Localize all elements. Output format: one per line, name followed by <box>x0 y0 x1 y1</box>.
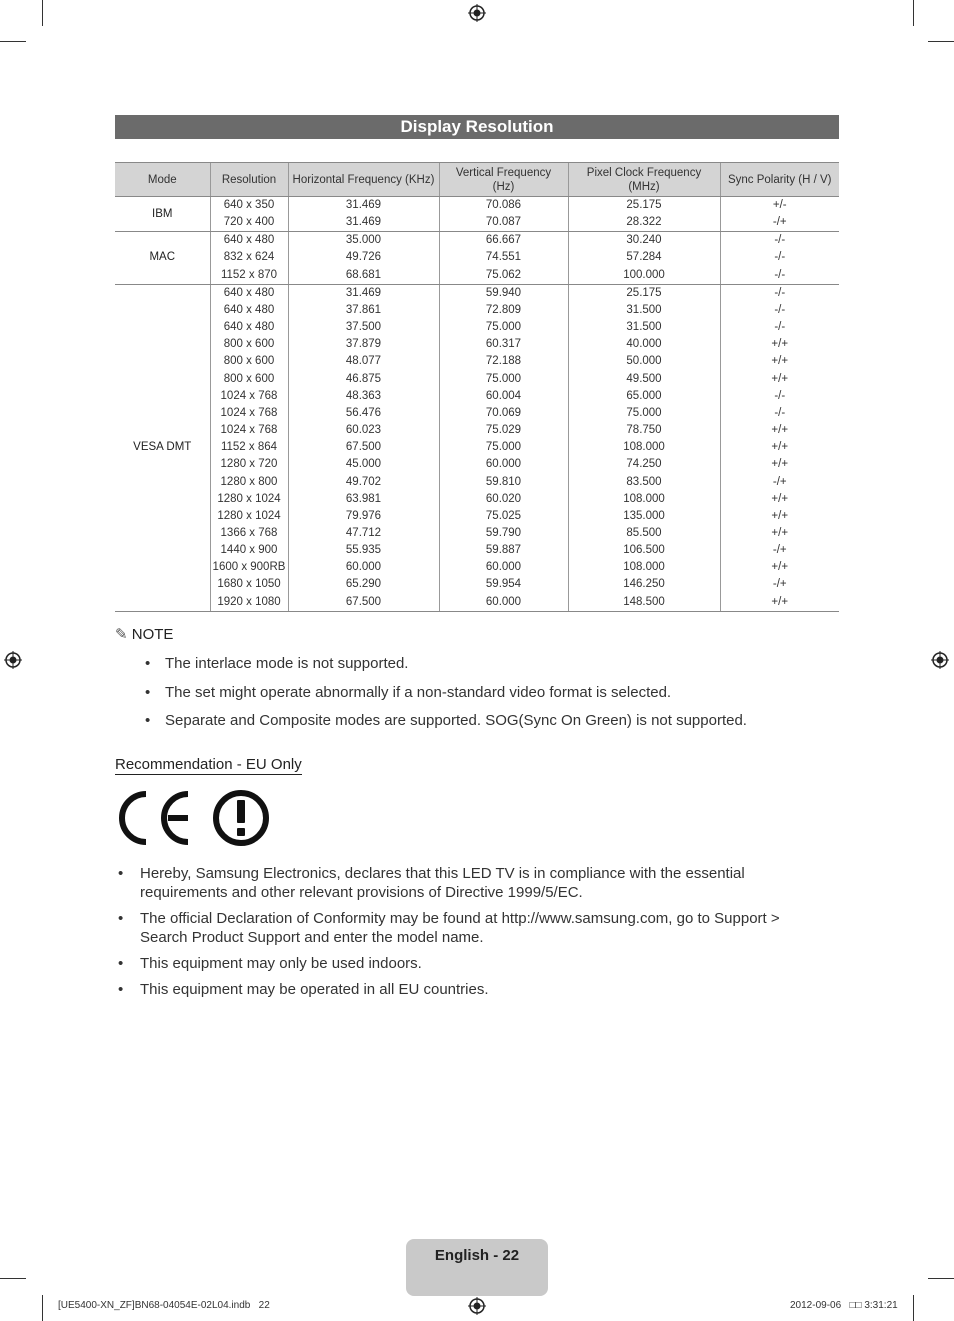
cell-value: 75.062 <box>485 268 522 281</box>
cell-value: 60.000 <box>485 561 522 574</box>
cell-value: 65.000 <box>626 389 662 402</box>
cell-value: 55.935 <box>345 544 382 557</box>
cell-value: 75.029 <box>485 424 522 437</box>
table-row <box>115 197 839 232</box>
cell-value: 59.940 <box>485 286 522 299</box>
cell-value: 30.240 <box>626 234 662 247</box>
cell-value: 49.500 <box>626 372 662 385</box>
ce-mark-icon <box>122 794 188 842</box>
list-item: • Hereby, Samsung Electronics, declares that this LED TV is in compliance with the essential requirements and other relevant provisions of Directive 1999/5/EC. <box>118 864 818 902</box>
column-header: Horizontal Frequency (KHz) <box>288 163 439 197</box>
page-number: English - 22 <box>406 1239 548 1296</box>
cell-value: 72.188 <box>485 355 522 368</box>
list-item: • Separate and Composite modes are supported. SOG(Sync On Green) is not supported. <box>145 712 845 741</box>
cell-value: 60.023 <box>345 424 382 437</box>
crop-mark <box>0 1278 26 1279</box>
cell-value: 148.500 <box>623 595 665 608</box>
cell-value: +/+ <box>771 595 789 608</box>
column-header: Pixel Clock Frequency (MHz) <box>568 163 720 197</box>
registration-mark-icon <box>468 4 486 22</box>
cell-value: 640 x 350 <box>223 199 275 211</box>
cell-value: +/+ <box>771 424 789 437</box>
cell-value: 85.500 <box>626 526 662 539</box>
cell-value: 1024 x 768 <box>220 424 278 437</box>
cell-value: 67.500 <box>345 595 382 608</box>
note-list <box>145 655 845 741</box>
display-resolution-table <box>115 162 839 612</box>
cell-value: 1024 x 768 <box>220 389 278 402</box>
cell-value: -/+ <box>772 544 787 557</box>
mode-cell: IBM <box>115 197 210 232</box>
value-cell <box>568 284 720 611</box>
mode-cell: VESA DMT <box>115 284 210 611</box>
cell-value: 74.551 <box>485 251 522 264</box>
cell-value: 31.500 <box>626 303 662 316</box>
cell-value: 1280 x 720 <box>220 458 278 471</box>
cell-value: 1152 x 864 <box>220 441 278 454</box>
cell-value: +/+ <box>771 355 789 368</box>
cell-value: 106.500 <box>623 544 665 557</box>
crop-mark <box>928 41 954 42</box>
crop-mark <box>0 41 26 42</box>
list-item: • This equipment may be operated in all EU countries. <box>118 980 818 999</box>
cell-value: -/- <box>774 321 786 334</box>
cell-value: 1024 x 768 <box>220 406 278 419</box>
cell-value: 75.000 <box>485 372 522 385</box>
cell-value: 57.284 <box>626 251 662 264</box>
crop-mark <box>913 1295 914 1321</box>
cell-value: 79.976 <box>345 509 382 522</box>
cell-value: 45.000 <box>345 458 382 471</box>
cell-value: +/+ <box>771 492 789 505</box>
table-header-row <box>115 163 839 197</box>
cell-value: 1366 x 768 <box>220 526 278 539</box>
value-cell <box>288 284 439 611</box>
cell-value: 1920 x 1080 <box>217 595 281 608</box>
cell-value: -/- <box>774 234 786 247</box>
cell-value: 800 x 600 <box>223 355 275 368</box>
cell-value: 640 x 480 <box>223 321 275 334</box>
cell-value: 1440 x 900 <box>220 544 278 557</box>
cell-value: 63.981 <box>345 492 382 505</box>
cell-value: 108.000 <box>623 441 665 454</box>
cell-value: -/+ <box>772 475 787 488</box>
table-row <box>115 284 839 611</box>
cell-value: 28.322 <box>626 216 662 229</box>
cell-value: 83.500 <box>626 475 662 488</box>
registration-mark-icon <box>931 651 949 669</box>
value-cell <box>439 232 568 284</box>
cell-value: 25.175 <box>626 286 662 299</box>
cell-value: 25.175 <box>626 199 662 211</box>
cell-value: -/+ <box>772 216 787 229</box>
section-title: Display Resolution <box>115 115 839 139</box>
note-title: NOTE <box>131 626 174 643</box>
cell-value: -/- <box>774 389 786 402</box>
recommendation-list <box>118 864 818 1006</box>
recommendation-title: Recommendation - EU Only <box>115 756 302 773</box>
cell-value: 31.469 <box>345 216 382 229</box>
cell-value: -/- <box>774 251 786 264</box>
table-row <box>115 232 839 284</box>
cell-value: -/- <box>774 303 786 316</box>
cell-value: +/+ <box>771 372 789 385</box>
cell-value: 48.363 <box>345 389 382 402</box>
cell-value: 56.476 <box>345 406 382 419</box>
cell-value: 48.077 <box>345 355 382 368</box>
cell-value: 75.025 <box>485 509 522 522</box>
column-header: Vertical Frequency (Hz) <box>439 163 568 197</box>
cell-value: 1280 x 1024 <box>217 492 281 505</box>
cell-value: -/- <box>774 268 786 281</box>
cell-value: 31.500 <box>626 321 662 334</box>
list-item: • The set might operate abnormally if a non-standard video format is selected. <box>145 684 845 713</box>
cell-value: -/- <box>774 286 786 299</box>
cell-value: 31.469 <box>345 286 382 299</box>
cell-value: 59.887 <box>485 544 522 557</box>
cell-value: 59.790 <box>485 526 522 539</box>
crop-mark <box>928 1278 954 1279</box>
cell-value: +/- <box>772 199 787 211</box>
note-heading <box>115 625 173 643</box>
cell-value: 37.861 <box>345 303 382 316</box>
cell-value: 135.000 <box>623 509 665 522</box>
cell-value: 70.086 <box>485 199 522 211</box>
value-cell <box>210 232 288 284</box>
cell-value: 1152 x 870 <box>220 268 278 281</box>
cell-value: 640 x 480 <box>223 286 275 299</box>
cell-value: 59.954 <box>485 578 522 591</box>
cell-value: 49.702 <box>345 475 382 488</box>
ce-alert-marks <box>116 788 276 848</box>
cell-value: 75.000 <box>626 406 662 419</box>
footer-timestamp: 2012-09-06 □□ 3:31:21 <box>790 1300 898 1311</box>
value-cell <box>439 284 568 611</box>
list-item: • The official Declaration of Conformity may be found at http://www.samsung.com, go to Support > Search Product Support and enter the model name. <box>118 909 818 947</box>
cell-value: 66.667 <box>485 234 522 247</box>
cell-value: +/+ <box>771 458 789 471</box>
value-cell <box>210 197 288 232</box>
cell-value: 640 x 480 <box>223 234 275 247</box>
crop-mark <box>42 1295 43 1321</box>
cell-value: 1280 x 800 <box>220 475 278 488</box>
cell-value: 1600 x 900RB <box>212 561 286 574</box>
registration-mark-icon <box>4 651 22 669</box>
cell-value: 49.726 <box>345 251 382 264</box>
cell-value: 100.000 <box>623 268 665 281</box>
column-header: Resolution <box>210 163 288 197</box>
cell-value: 78.750 <box>626 424 662 437</box>
cell-value: +/+ <box>771 509 789 522</box>
cell-value: 800 x 600 <box>223 338 275 351</box>
cell-value: 65.290 <box>345 578 382 591</box>
cell-value: 50.000 <box>626 355 662 368</box>
cell-value: 1680 x 1050 <box>217 578 281 591</box>
cell-value: +/+ <box>771 561 789 574</box>
cell-value: 70.087 <box>485 216 522 229</box>
list-item: • The interlace mode is not supported. <box>145 655 845 684</box>
cell-value: 72.809 <box>485 303 522 316</box>
cell-value: 31.469 <box>345 199 382 211</box>
cell-value: 60.317 <box>485 338 522 351</box>
cell-value: 108.000 <box>623 561 665 574</box>
cell-value: +/+ <box>771 526 789 539</box>
cell-value: 40.000 <box>626 338 662 351</box>
cell-value: -/- <box>774 406 786 419</box>
cell-value: +/+ <box>771 338 789 351</box>
cell-value: 46.875 <box>345 372 382 385</box>
crop-mark <box>913 0 914 26</box>
crop-mark <box>42 0 43 26</box>
pencil-icon: ✎ <box>115 626 128 643</box>
cell-value: 75.000 <box>485 441 522 454</box>
cell-value: 108.000 <box>623 492 665 505</box>
registration-mark-icon <box>468 1297 486 1315</box>
cell-value: 67.500 <box>345 441 382 454</box>
value-cell <box>439 197 568 232</box>
cell-value: 832 x 624 <box>223 251 275 264</box>
value-cell <box>720 284 839 611</box>
value-cell <box>568 232 720 284</box>
cell-value: 146.250 <box>623 578 665 591</box>
footer-file-info: [UE5400-XN_ZF]BN68-04054E-02L04.indb 22 <box>58 1300 270 1311</box>
cell-value: 74.250 <box>626 458 662 471</box>
cell-value: 47.712 <box>345 526 382 539</box>
cell-value: 68.681 <box>345 268 382 281</box>
cell-value: 75.000 <box>485 321 522 334</box>
cell-value: 59.810 <box>485 475 522 488</box>
list-item: • This equipment may only be used indoors. <box>118 954 818 973</box>
cell-value: 60.004 <box>485 389 522 402</box>
cell-value: 37.500 <box>345 321 382 334</box>
cell-value: 800 x 600 <box>223 372 275 385</box>
value-cell <box>568 197 720 232</box>
value-cell <box>288 197 439 232</box>
cell-value: 60.020 <box>485 492 522 505</box>
cell-value: 35.000 <box>345 234 382 247</box>
cell-value: 60.000 <box>345 561 382 574</box>
cell-value: 37.879 <box>345 338 382 351</box>
value-cell <box>210 284 288 611</box>
cell-value: 60.000 <box>485 595 522 608</box>
value-cell <box>288 232 439 284</box>
value-cell <box>720 197 839 232</box>
value-cell <box>720 232 839 284</box>
cell-value: 1280 x 1024 <box>217 509 281 522</box>
column-header: Sync Polarity (H / V) <box>720 163 839 197</box>
cell-value: 60.000 <box>485 458 522 471</box>
mode-cell: MAC <box>115 232 210 284</box>
cell-value: +/+ <box>771 441 789 454</box>
alert-mark-icon <box>216 793 266 843</box>
cell-value: 70.069 <box>485 406 522 419</box>
cell-value: -/+ <box>772 578 787 591</box>
table-body <box>115 197 839 612</box>
column-header: Mode <box>115 163 210 197</box>
cell-value: 640 x 480 <box>223 303 275 316</box>
cell-value: 720 x 400 <box>223 216 275 229</box>
